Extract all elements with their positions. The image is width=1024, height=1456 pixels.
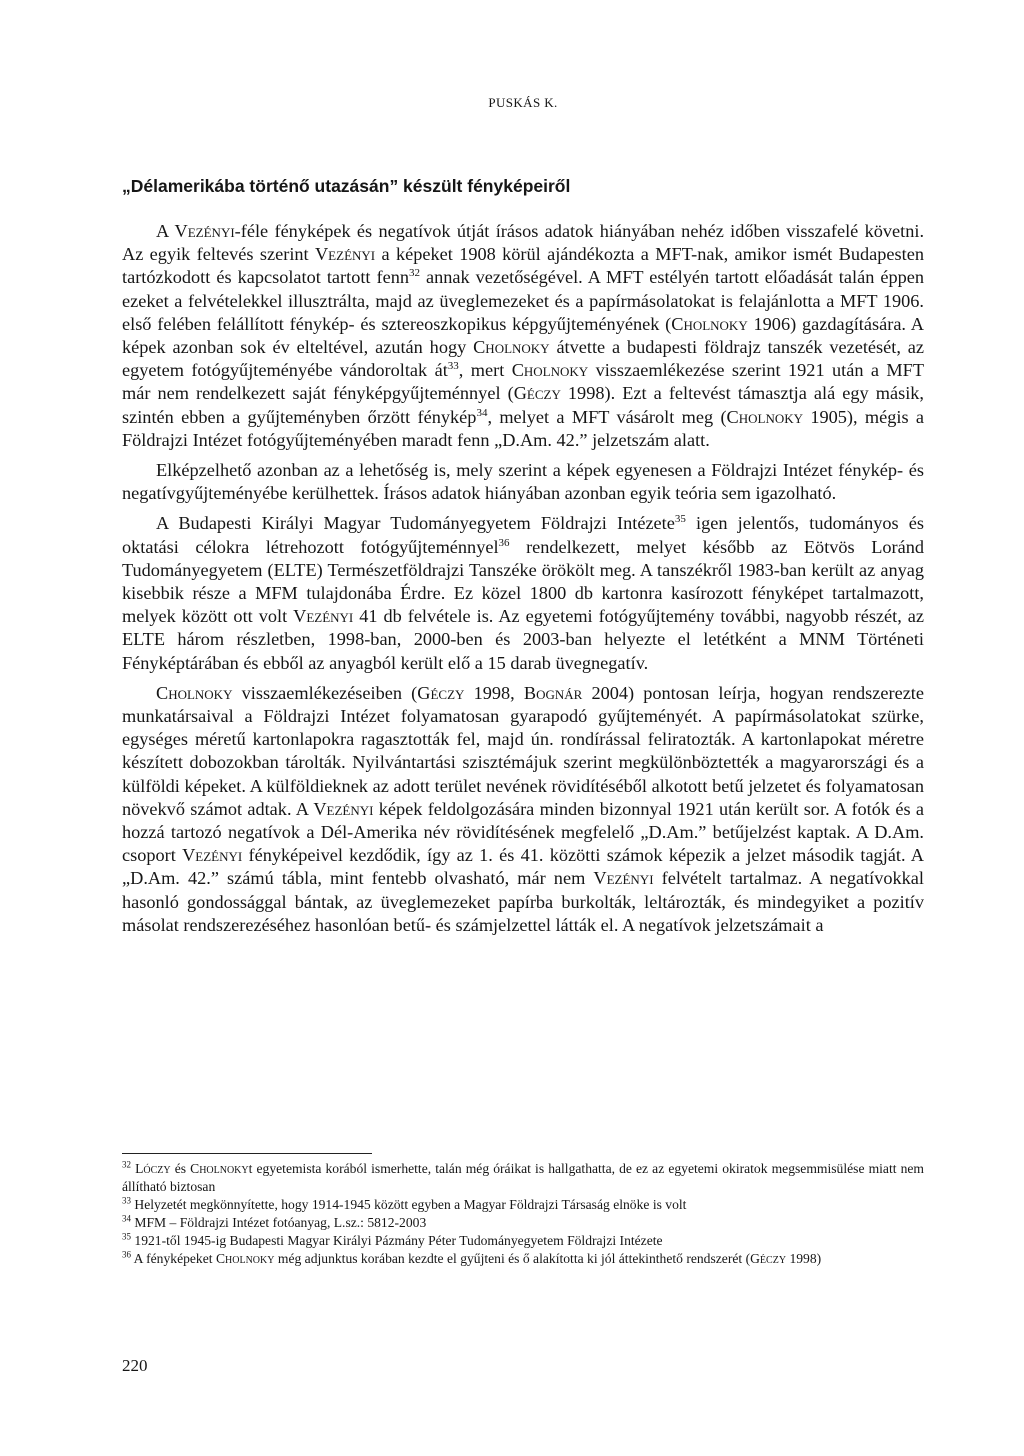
footnote-number: 36 — [122, 1249, 131, 1260]
text-run: 1905), mégis a Földrajzi Intézet fotógyűjteményében maradt fenn „D.Am. 42.” jelzetszám alatt. — [122, 406, 925, 450]
text-run: visszaemlékezése szerint 1921 után a MFT már nem rendelkezett saját fényképgyűjteménnyel ( — [122, 360, 924, 404]
footnote-number: 34 — [122, 1213, 131, 1224]
author-name: Cholnoky — [671, 313, 748, 334]
footnote-divider — [122, 1153, 372, 1154]
text-run: 1921-től 1945-ig Budapesti Magyar Királyi Pázmány Péter Tudományegyetem Földrajzi Intézete — [134, 1233, 663, 1248]
text-run: MFM – Földrajzi Intézet fotóanyag, L.sz.: 5812-2003 — [134, 1215, 427, 1230]
text-run: , melyet a MFT vásárolt meg ( — [487, 406, 727, 427]
paragraph — [122, 512, 924, 674]
page-number: 220 — [122, 1356, 148, 1375]
author-name: Vezényi — [313, 798, 374, 819]
section-title: „Délamerikába történő utazásán” készült fényképeiről — [122, 176, 571, 196]
text-run: igen jelentős, tudományos és oktatási célokra létrehozott fotógyűjteménnyel — [122, 513, 924, 557]
author-name: Cholnoky — [473, 337, 550, 358]
author-name: Vezényi — [293, 606, 354, 627]
text-run: rendelkezett, melyet később az Eötvös Loránd Tudományegyetem (ELTE) Természetföldrajzi Tanszéke örökölt meg. A tanszékről 1983-ban került az anyag kisebbik része a MFM tulajdonába Érdre. Ez közel 1800 db kartonra kasírozott fényképet tartalmazott, melyek között ott volt — [122, 536, 924, 627]
text-run: képek feldolgozására minden bizonnyal 1921 után került sor. A fotók és a hozzá tartozó negatívok a Dél-Amerika név rövidítésének megfelelő „D.Am.” betűjelzést kaptak. A D.Am. csoport — [122, 798, 924, 866]
text-run: visszaemlékezéseiben ( — [232, 682, 418, 703]
footnotes — [122, 1160, 924, 1268]
text-run: 1998, — [464, 682, 524, 703]
author-name: Géczy — [513, 383, 561, 404]
author-name: Lóczy — [135, 1161, 171, 1176]
footnote-number: 33 — [122, 1195, 131, 1206]
footnote-ref[interactable]: 33 — [447, 360, 459, 373]
footnote-ref[interactable]: 36 — [498, 536, 510, 549]
text-run: a képeket 1908 körül ajándékozta a MFT-nak, amikor ismét Budapesten tartózkodott és kapcsolatot tartott fenn — [122, 244, 924, 288]
text-run: 1906) gazdagítására. A képek azonban sok év elteltével, azután hogy — [122, 313, 924, 358]
document-page — [122, 0, 924, 1456]
paragraph — [122, 682, 924, 937]
footnote-35 — [122, 1232, 924, 1250]
text-run: annak vezetőségével. A MFT estélyén tartott előadását talán éppen ezeket a felvételekkel illusztrálta, majd az üveglemezeket és a papírmásolatokat is felajánlotta a MFT 1906. első felében felállított fénykép- és sztereoszkopikus képgyűjteményének ( — [122, 267, 924, 334]
running-head: PUSKÁS K. — [488, 95, 558, 110]
text-run: fényképeivel kezdődik, így az 1. és 41. közötti számok képezik a jelzet második tagját. A „D.Am. 42.” számú tábla, mint fentebb olvasható, már nem — [122, 845, 924, 889]
author-name: Vezényi — [593, 868, 654, 889]
footnote-33 — [122, 1196, 924, 1214]
author-name: Vezényi — [182, 845, 243, 866]
footnote-ref[interactable]: 34 — [476, 406, 488, 419]
footnote-34 — [122, 1214, 924, 1232]
footnote-ref[interactable]: 35 — [674, 513, 686, 526]
author-name: Géczy — [750, 1251, 787, 1266]
text-run: átvette a budapesti földrajz tanszék vezetését, az egyetem fotógyűjteményébe vándoroltak át — [122, 337, 924, 381]
footnote-32 — [122, 1160, 924, 1196]
text-run: Helyzetét megkönnyítette, hogy 1914-1945 között egyben a Magyar Földrajzi Társaság elnöke is volt — [134, 1197, 687, 1212]
paragraph — [122, 220, 924, 452]
text-run: A Budapesti Királyi Magyar Tudományegyetem Földrajzi Intézete — [156, 513, 675, 534]
text-run: 1998). Ezt a feltevést támasztja alá egy másik, szintén ebben a gyűjteményben őrzött fénykép — [122, 383, 924, 427]
text-run: 41 db felvétele is. Az egyetemi fotógyűjtemény további, nagyobb részét, az ELTE három részletben, 1998-ban, 2000-ben és 2003-ban helyezte el letétként a MNM Történeti Fényképtárában és ebből az anyagból került elő a 15 darab üvegnegatív. — [122, 606, 925, 673]
author-name: Géczy — [417, 682, 465, 703]
text-run: 2004) pontosan leírja, hogyan rendszerezte munkatársaival a Földrajzi Intézet folyamatosan gyarapodó gyűjteményét. A papírmásolatokat szürke, egységes méretű kartonlapokra ragasztották fel, majd ún. rondírással feliratozták. A kartonlapokat méretre készített dobozokban tárolták. Nyilvántartási szisztémájuk szerint megkülönböztették a magyarországi és a külföldi képeket. A külföldieknek az adott terület nevének rövidítéséből alkotott betű jelzetet és folyamatosan növekvő számot adtak. A — [122, 682, 925, 819]
text-run: A fényképeket — [133, 1251, 216, 1266]
text-run: -féle fényképek és negatívok útját írásos adatok hiányában nehéz időben visszafelé követni. Az egyik feltevés szerint — [122, 221, 925, 265]
text-run: felvételt tartalmaz. A negatívokkal hasonló gondossággal bántak, az üveglemezeket papírba burkolták, leltározták, és mindegyiket a pozitív másolat rendszerezéséhez hasonlóan betű- és számjelzettel látták el. A negatívok jelzetszámait a — [122, 868, 924, 935]
author-name: Cholnoky — [190, 1161, 249, 1176]
text-run: , mert — [458, 360, 512, 381]
author-name: Cholnoky — [156, 682, 233, 703]
footnote-ref[interactable]: 32 — [409, 267, 420, 280]
author-name: Bognár — [523, 682, 583, 703]
author-name: Cholnoky — [215, 1251, 275, 1266]
author-name: Vezényi — [314, 244, 376, 265]
footnote-number: 32 — [122, 1159, 131, 1170]
footnote-number: 35 — [122, 1231, 131, 1242]
text-run: még adjunktus korában kezdte el gyűjteni és ő alakította ki jól áttekinthető rendszerét ( — [274, 1251, 751, 1266]
author-name: Cholnoky — [511, 360, 589, 381]
text-run: A — [156, 221, 175, 241]
text-run: t egyetemista korából ismerhette, talán még óráikat is hallgathatta, de ez az egyetemi okiratok megsemmisülése miatt nem állítható biztosan — [122, 1161, 924, 1194]
author-name: Vezényi — [174, 221, 235, 241]
paragraph: Elképzelhető azonban az a lehetőség is, mely szerint a képek egyenesen a Földrajzi Intézet fénykép- és negatívgyűjteményébe kerülhettek. Írásos adatok hiányában azonban egyik teória sem igazolható. — [122, 460, 924, 504]
footnote-36 — [122, 1250, 924, 1268]
text-run: és — [170, 1161, 191, 1176]
text-run: 1998) — [786, 1251, 822, 1266]
author-name: Cholnoky — [726, 406, 804, 427]
body-text — [122, 220, 924, 937]
